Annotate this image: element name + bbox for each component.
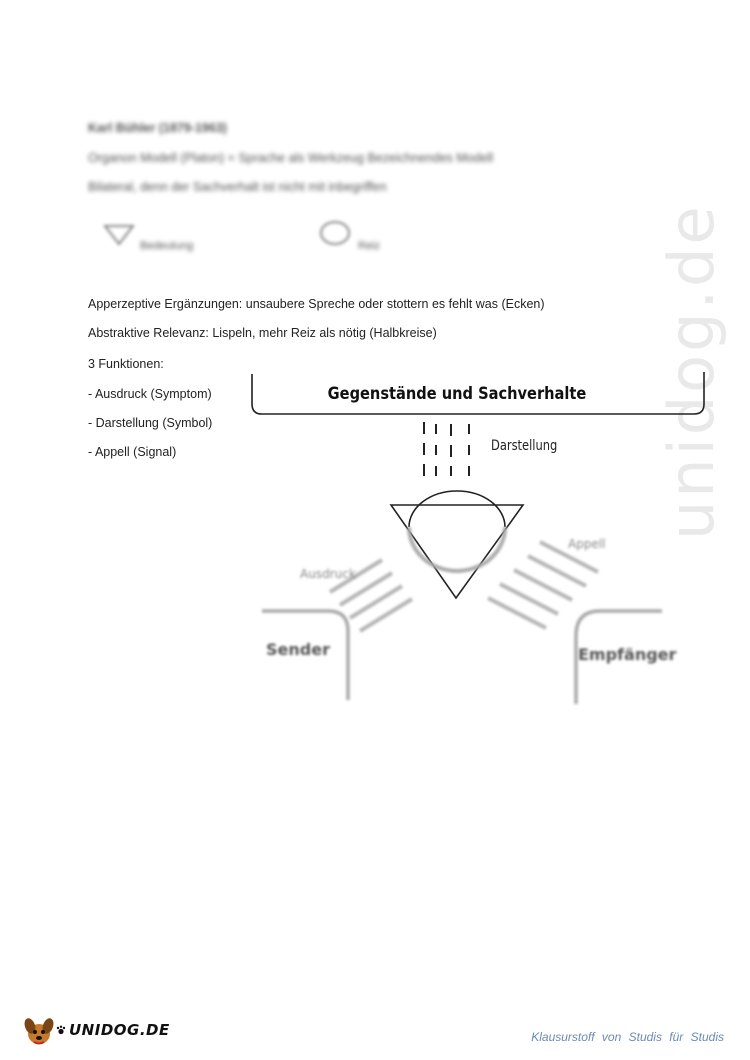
dog-logo-icon [22, 1014, 56, 1046]
empfaenger-label: Empfänger [578, 645, 677, 664]
funktionen-heading: 3 Funktionen: [88, 357, 164, 371]
logo-text: UNIDOG.DE [69, 1021, 170, 1039]
paw-icon [56, 1025, 66, 1035]
footer-logo[interactable] [22, 1014, 170, 1046]
triangle-label: Bedeutung [140, 240, 194, 252]
darstellung-label: Darstellung [491, 437, 558, 455]
funktion-darstellung: - Darstellung (Symbol) [88, 416, 213, 430]
organon-line: Organon Modell (Platon) = Sprache als Werkzeug Bezeichnendes Modell [88, 151, 494, 165]
watermark: unidog.de [655, 203, 728, 540]
abstraktive-line: Abstraktive Relevanz: Lispeln, mehr Reiz als nötig (Halbkreise) [88, 326, 437, 340]
top-box-label: Gegenstände und Sachverhalte [327, 382, 587, 404]
circle-label: Reiz [358, 240, 381, 252]
appell-label: Appell [568, 537, 606, 551]
darstellung-lines [424, 422, 469, 476]
apperzeptive-line: Apperzeptive Ergänzungen: unsaubere Spreche oder stottern es fehlt was (Ecken) [88, 297, 545, 311]
sign-circle-top [409, 491, 505, 527]
author-heading: Karl Bühler (1879-1963) [88, 121, 227, 135]
bilateral-line: Bilateral, denn der Sachverhalt ist nicht mit inbegriffen [88, 180, 387, 194]
funktion-ausdruck: - Ausdruck (Symptom) [88, 387, 212, 401]
funktion-appell: - Appell (Signal) [88, 445, 177, 459]
footer-tagline: Klausurstoff von Studis für Studis [531, 1030, 724, 1044]
blurred-diagram-parts [262, 527, 662, 704]
sender-label: Sender [266, 640, 330, 659]
ausdruck-label: Ausdruck [300, 567, 356, 581]
